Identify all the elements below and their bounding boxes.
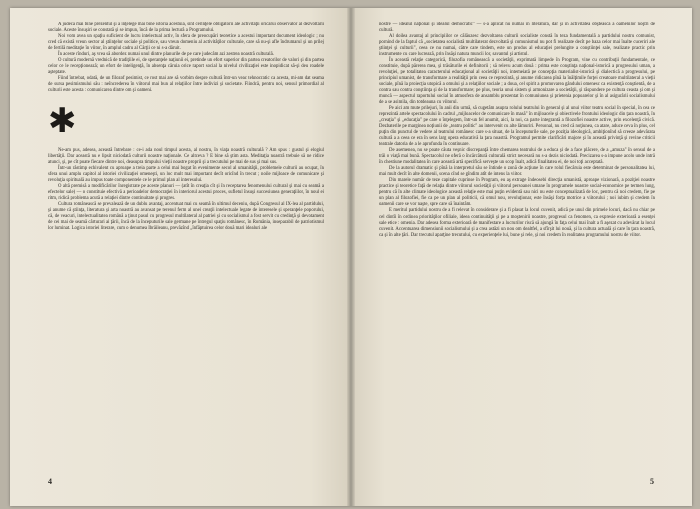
book-spread: [10, 8, 692, 506]
paragraph: E meritul partidului nostru de a fi relevat în considerare şi a fi plasat la locul cuvenit, adică pe unul din primele locuri, dacă nu chiar pe cel dintîi în ordinea priorităţilor ofiliale, ideea continuităţii şi pe a moştenirii noastre, progresul ca fenomen, ca expresie exterioară a esenţei sale etice : omenia. Dar adesea forma exterioară de manifestare a lucrurilor riscă să ajungă în faţa celui mai înalt a fi aşezat cu adevărat la locul cuvenit. Accentuarea dimensiunii socialismului şi a crea astăzi un nou om dealtfel, a sfîrşit lui nouă, şi la cultura actuală şi care în ţara noastră, ca şi în alte ţări. Dar trecutul aparţine trecutului, cu experienţele lui, bune şi rele, şi noi credem în realitatea programului nostru de viitor.: [379, 208, 655, 238]
paragraph: nostre — idealul naţional şi idealul democratic" — s-a aplicat nu numai în literatura, dar şi în activitatea obştească a oamenilor noştri de cultură.: [379, 22, 655, 34]
paragraph: Al doilea avantaj al principiilor ce călăuzesc dezvoltarea culturii socialiste constă în teza fundamentală a partidului nostru comunist, pornind de la faptul că „societatea socialistă multilaterat dezvoltată şi comunismul nu pot fi realizate decît pe baza celor mai înalte cuceriri ale ştiinţei şi culturii", ceea ce nu numai, către care tindem, este un produs al educaţiei prelungite a conştiinţei sale, realizate practic prin instrumente cu care lucrează, prin însăşi natura muncii lor, savantul şi artistul.: [379, 34, 655, 58]
paragraph: O altă premisă a modificărilor înregistrate pe aceste planuri — (atît în creaţia cît şi în receptarea fenomenului cultural şi mai cu seamă a efectelor sale) — o constituie efectivă a perioadelor democraţiei în interiorul acestui proces, sufletul însuşi succesiunea generaţiilor, în noul ei ritm, ridică problema acută a relaţiei dintre continuitate şi progres.: [48, 184, 324, 202]
paragraph: În aceste rînduri, aş vrea să abordez numai unul dintre planurile de pe care judecăm azi zestrea noastră culturală.: [58, 52, 274, 58]
right-page-text: [379, 22, 655, 474]
paragraph: De asemenea, nu se poate căuta veşnic discrepanţă între chemarea teatrului de a educa şi de a face plăcere, de a „amuza" în sensul de a trăi o viaţă mai bună. Spectacolul ne oferă o încărcătură culturală strict necesară nu s-a dezis niciodată. Precizarea s-a impune acolo unde intră în chestiune modalitatea în care această artă specifică serveşte un scop înalt, adică finalitatea ei, de noi toţi acceptată.: [379, 148, 655, 166]
page-number: 5: [650, 477, 654, 486]
asterisk-divider-icon: ✱: [48, 101, 77, 142]
paragraph: Fiind întrebat, odată, de un filozof pesimist, ce rost mai are să vorbim despre cultură într-un veac tehnocratic ca acesta, mi-am dat seama de sursa pesimismului său : neîncrederea în viitorul mai bun al relaţiilor între indivizi şi societate. Fiindcă, pentru noi, sensul primordial al culturii este acesta : comunicarea dintre om şi oameni.: [48, 76, 324, 94]
paragraph: Noi vom avea un spaţiu suficient de lucru intelectual activ, în sfera de preocupări teoretice a acestui important document ideologic ; nu cred că există vreun sector al ştiinţelor sociale şi politice, sau vreun domeniu al activităţilor culturale, care să nu-şi afle îndrumarul şi un prilej de fertilă meditaţie în viitor, în amplul cadru al Cărţii ce ni s-a dăruit.: [48, 34, 324, 52]
right-page: [351, 8, 692, 506]
paragraph: Ne-am pus, adesea, această întrebare : ce-i ada noul timpul acesta, al nostru, în viaţa noastră culturală ? Am spus : gustul şi elogiul libertăţii. Dar această nu e lipsit niciodată culturii noastre naţionale. Ce altceva ? E bine să ştim asta. Meditaţia noastră trebuie să ne ridice atunci, şi, pe cît poate fiecare dintre noi, deasupra timpului vieţii noastre proprii şi a trecutului pe mai de sus şi mai sus.: [48, 148, 324, 166]
paragraph: Cultura românească se prevalează de un dublu avantaj, accentuat mai cu seamă în ultimul deceniu, după Congresul al IX-lea al partidului, şi anume că ştiinţa, literatura şi arta noastră au avansat pe terenul ferm al unei creaţii intelectuale legate de interesele şi speranţele poporului, că, de veacuri, intelectualitatea română a ţinut pasul cu progresul multilateral al patriei şi cu socialismul a fost servit cu credinţă şi devotament de cei mai de seamă cărturari ai ţării, încă de la începuturile sale germane pe întregul spaţiu românesc, în România, inseparabil de patriotismul lor luminat. Logica istoriei literare, cum o denumea Ibrăileanu, prevăzînd „înfăptuirea celor două mari idealuri ale: [48, 202, 324, 232]
paragraph: În această relaţie categorică, filozofia românească a societăţii, exprimată limpede în Program, vine cu contribuţii fundamentale, ce constituie, după părerea mea, şi trăsăturile ei definitorii ; să relevu acum două : prima este conştinţa naţional-istorică a progresului uman, a revoluţiei, pe totalitatea caracterului educaţional al societăţii noi, intemeiată pe concepţia materialist-istorică şi dialectică a progresului, pe principiul umanist, de transformare a realităţii prin ceea ce reprezintă, şi anume ridicarea pînă la înălţimile forţei creatoare multilateral a vieţii sociale, pînă la proiecţia utopică a omului şi a relaţiilor sociale ; a doua, cel spirit a promovarea gândului omenesc ca existenţă conştientă, de a contra sau contra conştiinţa şi de la transformare; pe plus, teoria unui sistem şi armonizare a societăţii, şi răspundere pe cultura ceasta şi om şi muncă — aspectul raportului social în atmosfera de ansamblu prezentat în comuniunea şi prietenia popoarelor şi în al asigurării socialismului de a se asimila, din totdeauna cu viitorul.: [379, 58, 655, 106]
book-gutter: [347, 8, 355, 506]
paragraph: O cultură modernă vrednică de tradiţiile ei, de speranţele naţiunii ei, pretinde un efort superior din partea creatorilor de valori şi din partea celor ce le recepţionează; un efort de inteligenţă, în absenţa căruia orice raport social la nivelul civilizaţiei este inopidicat să-şi deu roadele aşteptate.: [48, 58, 324, 76]
paragraph: Din marele număr de teze capitale cuprinse în Program, eu aş extrage îndeosebi direcţia umanistă, aproape vizionară, a poziţiei noastre practice şi teoretice faţă de relaţia dintre viitorul societăţii şi viitorul persoanei umane în programele noastre social-economice pe termen lung, pentru că în alte climate ideologice această relaţie este mai puţin evidentă sau nici nu este conceptualizată de loc, pentru că noi credem, fie pe un plan al filozofiei, fie ca pe un plan al politicii, că omul nou, revoluţionar, este însăşi forţa motrice a viitorului ; noi iubim şi credem în oamenii care se vor naşte, spre care să înaintăm.: [379, 178, 655, 208]
paragraph: Pe aici am mute prilejuri, în anii din urmă, să cugetăm asupra rolului teatrului în general şi al unui viitor teatru social în special, în cea ce reprezintă artele spectacolului în cadrul „mijloacelor de comunicare în masă" în mijloacele şi obiectivele frontului ideologic din ţara noastră, în „creaţia" şi „educaţia" pe care o înţelegem, într-un fel anumit, aici, la noi, ca parte integrantă a filozofiei noastre active, prin excelenţă civică. Dezbaterile pe marginea noţiunii de „teatru politic" au intervenit cu alte lămuriri. Personal, nu cred că noţiunea, ca atare, aduce ceva în plus, cel puţin din punctul de vedere al teatrului românesc care s-a situat, de la începuturile sale, pe poziţia ideologică, ambiţionînd să creeze adevărata cultură a a ceea ce era în sens larg opera educativă la ţara noastră. Programul permite clarificări majore şi în această privinţă şi revine criticii teatrale datoria de a le aprofunda în continuare.: [379, 106, 655, 148]
paragraph: Într-un răstimp echivalent cu aproape a treia parte a celui mai bogat în evenimente secol al umanităţii, problemele culturii au ocupat, în sfera unui amplu capitol al istoriei civilizaţiei omeneşti, un loc mult mai important decît oricînd în trecut ; noile mijloace de comunicare şi revoluţia spirituală au impus toate componentele ce le primul plan al interesului.: [48, 166, 324, 184]
page-number: 4: [48, 477, 52, 486]
left-page: [10, 8, 351, 506]
paragraph: De la autorul dramatic şi pînă la interpretul său se întinde o zonă de acţiune în care rolul fiecăruia este determinat de personalitatea lui, mai mult decît în alte domenii, scena cînd se gîndim atît de intens la viitor.: [379, 166, 655, 178]
left-page-text: [48, 22, 324, 474]
paragraph: A judeca mai bine prezentul şi a înţelege mai bine istoria acestuia, sînt cerinţele obligatorii ale activităţii oricărui observator al dezvoltării sociale. Aceste însuşiri se constată şi se impun, încă de la prima lectură a Programului.: [48, 22, 324, 34]
